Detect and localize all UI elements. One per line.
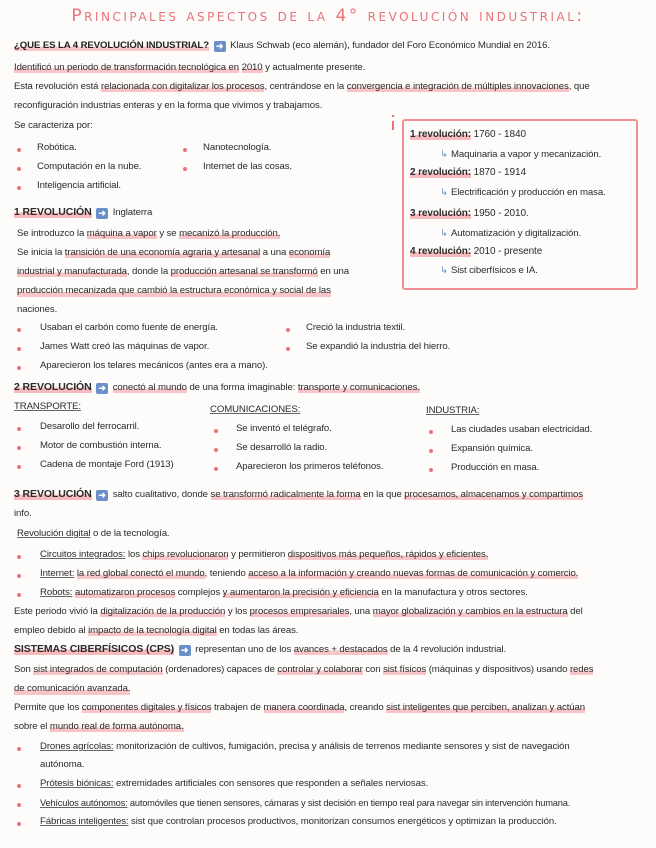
intro-l3a: Esta revolución está (14, 81, 99, 92)
cps-l3a: Permite que los (14, 702, 80, 713)
timeline-desc: Sist ciberfísicos e IA. (450, 265, 538, 276)
cps-l1a: Son (14, 664, 31, 675)
bullet-icon (17, 803, 21, 807)
timeline-years: 2010 - presente (473, 246, 543, 257)
cps-h-rest-b: avances + destacados (293, 644, 388, 655)
rev1-heading-line (14, 206, 152, 219)
cps-l3d: manera coordinada (263, 702, 345, 713)
rev3-heading-line (14, 488, 583, 501)
comunicaciones-item: Aparecieron los primeros teléfonos. (236, 461, 384, 472)
arrow-right-icon: ➜ (96, 383, 108, 394)
intro-l3b: relacionada con digitalizar los procesos (100, 81, 265, 92)
intro-line1-rest: Klaus Schwab (eco alemán), fundador del Foro Económico Mundial en 2016. (230, 40, 550, 51)
rev3-b1b: los (127, 549, 140, 560)
bullet-icon (429, 468, 433, 472)
cps-l3c: trabajen de (214, 702, 261, 713)
comunicaciones-item: Se inventó el telégrafo. (236, 423, 332, 434)
rev3-p2c: en todas las áreas. (219, 625, 299, 636)
timeline-label: 3 revolución: (410, 208, 471, 219)
cps-l4a: sobre el (14, 721, 48, 732)
rev3-l1b: se transformó radicalmente la forma (210, 489, 361, 500)
rev1-line-1 (17, 228, 280, 240)
transporte-item: Desarollo del ferrocarril. (40, 421, 140, 432)
cps-bullet-3 (40, 797, 570, 809)
timeline-label: 2 revolución: (410, 167, 471, 178)
timeline-label: 4 revolución: (410, 246, 471, 257)
transporte-item: Cadena de montaje Ford (1913) (40, 459, 174, 470)
rev3-p1c: y los (227, 606, 248, 617)
timeline-desc-1 (440, 149, 601, 161)
timeline-item-2 (410, 167, 526, 179)
rev3-b3d: y aumentaron la precisión y eficiencia (222, 587, 379, 598)
rev1-l1a: Se introduzco la (17, 228, 85, 239)
bullet-icon (17, 784, 21, 788)
cps-b4a: Fábricas inteligentes: (40, 816, 129, 827)
rev3-l1a: salto cualitativo, donde (112, 489, 208, 500)
timeline-item-3 (410, 208, 529, 220)
cps-l1f: sist físicos (383, 664, 427, 675)
timeline-years: 1870 - 1914 (473, 167, 526, 178)
industria-item: Producción en masa. (451, 462, 540, 473)
cps-line-4 (14, 721, 184, 733)
cps-l3f: sist inteligentes que perciben, analizan y actúan (386, 702, 585, 713)
bullet-icon (17, 822, 21, 826)
intro-line-2 (14, 62, 365, 74)
rev1-item: Aparecieron los telares mecánicos (antes era a mano). (40, 360, 268, 371)
intro-line-3 (14, 81, 590, 93)
timeline-desc: Maquinaria a vapor y mecanización. (450, 149, 602, 160)
timeline-years: 1950 - 2010. (473, 208, 529, 219)
intro-l3e: , que (568, 81, 590, 92)
rev1-line-3 (17, 266, 349, 278)
intro-l3c: , centrándose en la (264, 81, 345, 92)
rev3-p1b: digitalización de la producción (100, 606, 226, 617)
industria-item: Las ciudades usaban electricidad. (451, 424, 593, 435)
feature-item: Robótica. (37, 142, 77, 153)
bullet-icon (17, 574, 21, 578)
exclamation-bar (392, 121, 394, 130)
bullet-icon (17, 747, 21, 751)
comunicaciones-title: COMUNICACIONES: (210, 404, 301, 415)
rev3-l1c: en la que (363, 489, 402, 500)
cps-heading-line (14, 643, 506, 656)
cps-line-2: de comunicación avanzada. (14, 683, 131, 694)
rev3-para-line-1 (14, 606, 583, 618)
rev3-b2d: acceso a la información y creando nuevas formas de comunicación y comercio. (248, 568, 579, 579)
rev1-l3a: industrial y manufacturada (17, 266, 127, 277)
feature-item: Inteligencia artificial. (37, 180, 121, 191)
rev3-b2c: , teniendo (204, 568, 246, 579)
timeline-desc-3 (440, 228, 581, 240)
rev3-b2a: Internet: (40, 568, 75, 579)
hook-arrow-icon: ↳ (440, 149, 448, 160)
industria-item: Expansión química. (451, 443, 533, 454)
rev1-l3c: producción artesanal se transformó (170, 266, 318, 277)
cps-l3b: componentes digitales y físicos (81, 702, 212, 713)
comunicaciones-item: Se desarrolló la radio. (236, 442, 328, 453)
rev1-line-4: producción mecanizada que cambió la estructura económica y social de las (17, 285, 331, 296)
rev3-b1e: dispositivos más pequeños, rápidos y eficientes. (287, 549, 489, 560)
cps-bullet-1 (40, 741, 570, 753)
rev3-para-line-2 (14, 625, 298, 637)
cps-bullet-4 (40, 816, 557, 828)
bullet-icon (17, 465, 21, 469)
arrow-right-icon: ➜ (214, 41, 226, 52)
timeline-desc: Electrificación y producción en masa. (450, 187, 606, 198)
bullet-icon (17, 347, 21, 351)
timeline-item-1 (410, 129, 526, 141)
intro-l2c: y actualmente presente. (265, 62, 366, 73)
rev3-bullet-2 (40, 568, 578, 580)
timeline-desc-4 (440, 265, 538, 277)
rev3-heading: 3 REVOLUCIÓN (14, 488, 92, 500)
cps-b4b: sist que controlan procesos productivos, monitorizan consumos energéticos y optimizan la producción. (131, 816, 557, 827)
rev2-text-b: de una forma imaginable: (189, 382, 296, 393)
cps-h-rest-c: de la 4 revolución industrial. (390, 644, 507, 655)
cps-b1a: Drones agrícolas: (40, 741, 114, 752)
cps-bullet-2 (40, 778, 428, 790)
rev3-l3a: Revolución digital (17, 528, 91, 539)
timeline-desc-2 (440, 187, 606, 199)
bullet-icon (286, 347, 290, 351)
bullet-icon (17, 446, 21, 450)
bullet-icon (17, 427, 21, 431)
timeline-label: 1 revolución: (410, 129, 471, 140)
rev1-l2b: transición de una economía agraria y artesanal (64, 247, 261, 258)
cps-l1d: controlar y colaborar (277, 664, 363, 675)
industria-title: INDUSTRIA: (426, 405, 480, 416)
rev1-l3d: en una (320, 266, 349, 277)
rev1-place: Inglaterra (112, 207, 153, 218)
rev3-p2a: empleo debido al (14, 625, 86, 636)
bullet-icon (214, 429, 218, 433)
cps-b1b: monitorización de cultivos, fumigación, precisa y análisis de terrenos mediante sensores y sist de navegación (116, 741, 570, 752)
rev3-p1d: procesos empresariales (249, 606, 350, 617)
intro-line-5: Se caracteriza por: (14, 120, 93, 131)
rev3-b3b: automatizaron procesos (74, 587, 176, 598)
rev3-bullet-1 (40, 549, 488, 561)
rev1-item: Se expandió la industria del hierro. (306, 341, 451, 352)
cps-line-1 (14, 664, 593, 676)
bullet-icon (214, 448, 218, 452)
intro-line-4: reconfiguración industrias enteras y en la forma que vivimos y trabajamos. (14, 100, 323, 111)
cps-b2a: Prótesis biónicas: (40, 778, 114, 789)
rev1-heading: 1 REVOLUCIÓN (14, 206, 92, 218)
intro-line-1 (14, 40, 550, 52)
rev2-text-c: transporte y comunicaciones. (297, 382, 420, 393)
arrow-right-icon: ➜ (179, 645, 191, 656)
cps-l1b: sist integrados de computación (33, 664, 163, 675)
rev3-b2b: la red global conectó el mundo (76, 568, 205, 579)
rev1-item: Usaban el carbón como fuente de energía. (40, 322, 218, 333)
rev3-l3b: o de la tecnología. (92, 528, 170, 539)
timeline-desc: Automatización y digitalización. (450, 228, 582, 239)
cps-l3e: , creando (344, 702, 384, 713)
rev3-l1d: procesamos, almacenamos y compartimos (404, 489, 583, 500)
bullet-icon (17, 148, 21, 152)
rev2-text-a: conectó al mundo (112, 382, 187, 393)
rev2-heading: 2 REVOLUCIÓN (14, 381, 92, 393)
rev1-l2a: Se inicia la (17, 247, 63, 258)
cps-b2b: extremidades artificiales con sensores que responden a señales nerviosas. (115, 778, 429, 789)
bullet-icon (17, 555, 21, 559)
rev1-item: James Watt creó las máquinas de vapor. (40, 341, 210, 352)
rev3-b3e: en la manufactura y otros sectores. (381, 587, 528, 598)
rev1-item: Creció la industria textil. (306, 322, 406, 333)
intro-l3d: convergencia e integración de múltiples innovaciones (346, 81, 569, 92)
cps-line-3 (14, 702, 585, 714)
bullet-icon (17, 328, 21, 332)
rev1-l1b: máquina a vapor (86, 228, 157, 239)
bullet-icon (429, 430, 433, 434)
rev3-b1c: chips revolucionaron (142, 549, 229, 560)
timeline-item-4 (410, 246, 542, 258)
transporte-title: TRANSPORTE: (14, 401, 81, 412)
bullet-icon (17, 186, 21, 190)
bullet-icon (17, 167, 21, 171)
bullet-icon (183, 167, 187, 171)
rev1-l3b: , donde la (126, 266, 169, 277)
rev1-line-5: naciones. (17, 304, 58, 315)
rev3-b1d: y permitieron (231, 549, 286, 560)
bullet-icon (429, 449, 433, 453)
rev3-p1a: Este periodo vivió la (14, 606, 98, 617)
rev3-line-2: info. (14, 508, 32, 519)
bullet-icon (183, 148, 187, 152)
cps-bullet-1-cont: autónoma. (40, 759, 85, 770)
bullet-icon (286, 328, 290, 332)
transporte-item: Motor de combustión interna. (40, 440, 162, 451)
rev1-l2c: a una (262, 247, 287, 258)
rev3-bullet-3 (40, 587, 528, 599)
cps-b3b: automóviles que tienen sensores, cámaras y sist decisión en tiempo real para navegar sin intervención humana. (129, 798, 571, 808)
cps-b3a: Vehículos autónomos: (40, 798, 128, 808)
timeline-years: 1760 - 1840 (473, 129, 526, 140)
arrow-right-icon: ➜ (96, 490, 108, 501)
rev3-b3c: complejos (177, 587, 221, 598)
bullet-icon (17, 366, 21, 370)
feature-item: Internet de las cosas. (203, 161, 292, 172)
rev1-l1d: mecanizó la producción. (179, 228, 281, 239)
rev1-l1c: y se (159, 228, 177, 239)
hook-arrow-icon: ↳ (440, 228, 448, 239)
rev3-p1f: mayor globalización y cambios en la estructura (372, 606, 568, 617)
cps-l1h: redes (569, 664, 594, 675)
rev1-l2d: economía (288, 247, 331, 258)
rev1-line-2 (17, 247, 330, 259)
bullet-icon (17, 593, 21, 597)
cps-l4b: mundo real de forma autónoma. (49, 721, 184, 732)
cps-h-rest-a: representan uno de los (195, 644, 292, 655)
intro-l2b: 2010 (241, 62, 263, 73)
cps-l1g: (máquinas y dispositivos) usando (428, 664, 568, 675)
rev3-p1e: , una (349, 606, 371, 617)
cps-l1e: con (365, 664, 381, 675)
rev3-line-3 (17, 528, 170, 540)
cps-heading: SISTEMAS CIBERFÍSICOS (CPS) (14, 643, 175, 655)
page-title: Principales aspectos de la 4° revolución industrial: (71, 6, 585, 26)
feature-item: Computación en la nube. (37, 161, 142, 172)
bullet-icon (214, 467, 218, 471)
rev2-heading-line (14, 381, 420, 394)
arrow-right-icon: ➜ (96, 208, 108, 219)
cps-l1c: (ordenadores) capaces de (165, 664, 275, 675)
intro-heading: ¿QUE ES LA 4 REVOLUCIÓN INDUSTRIAL? (14, 40, 209, 51)
rev3-b3a: Robots: (40, 587, 73, 598)
intro-l2a: Identificó un periodo de transformación tecnológica en (14, 62, 239, 73)
exclamation-icon (392, 115, 394, 117)
feature-item: Nanotecnología. (203, 142, 272, 153)
rev3-p1g: del (570, 606, 583, 617)
hook-arrow-icon: ↳ (440, 265, 448, 276)
hook-arrow-icon: ↳ (440, 187, 448, 198)
rev3-b1a: Circuitos integrados: (40, 549, 126, 560)
rev3-p2b: impacto de la tecnología digital (88, 625, 217, 636)
